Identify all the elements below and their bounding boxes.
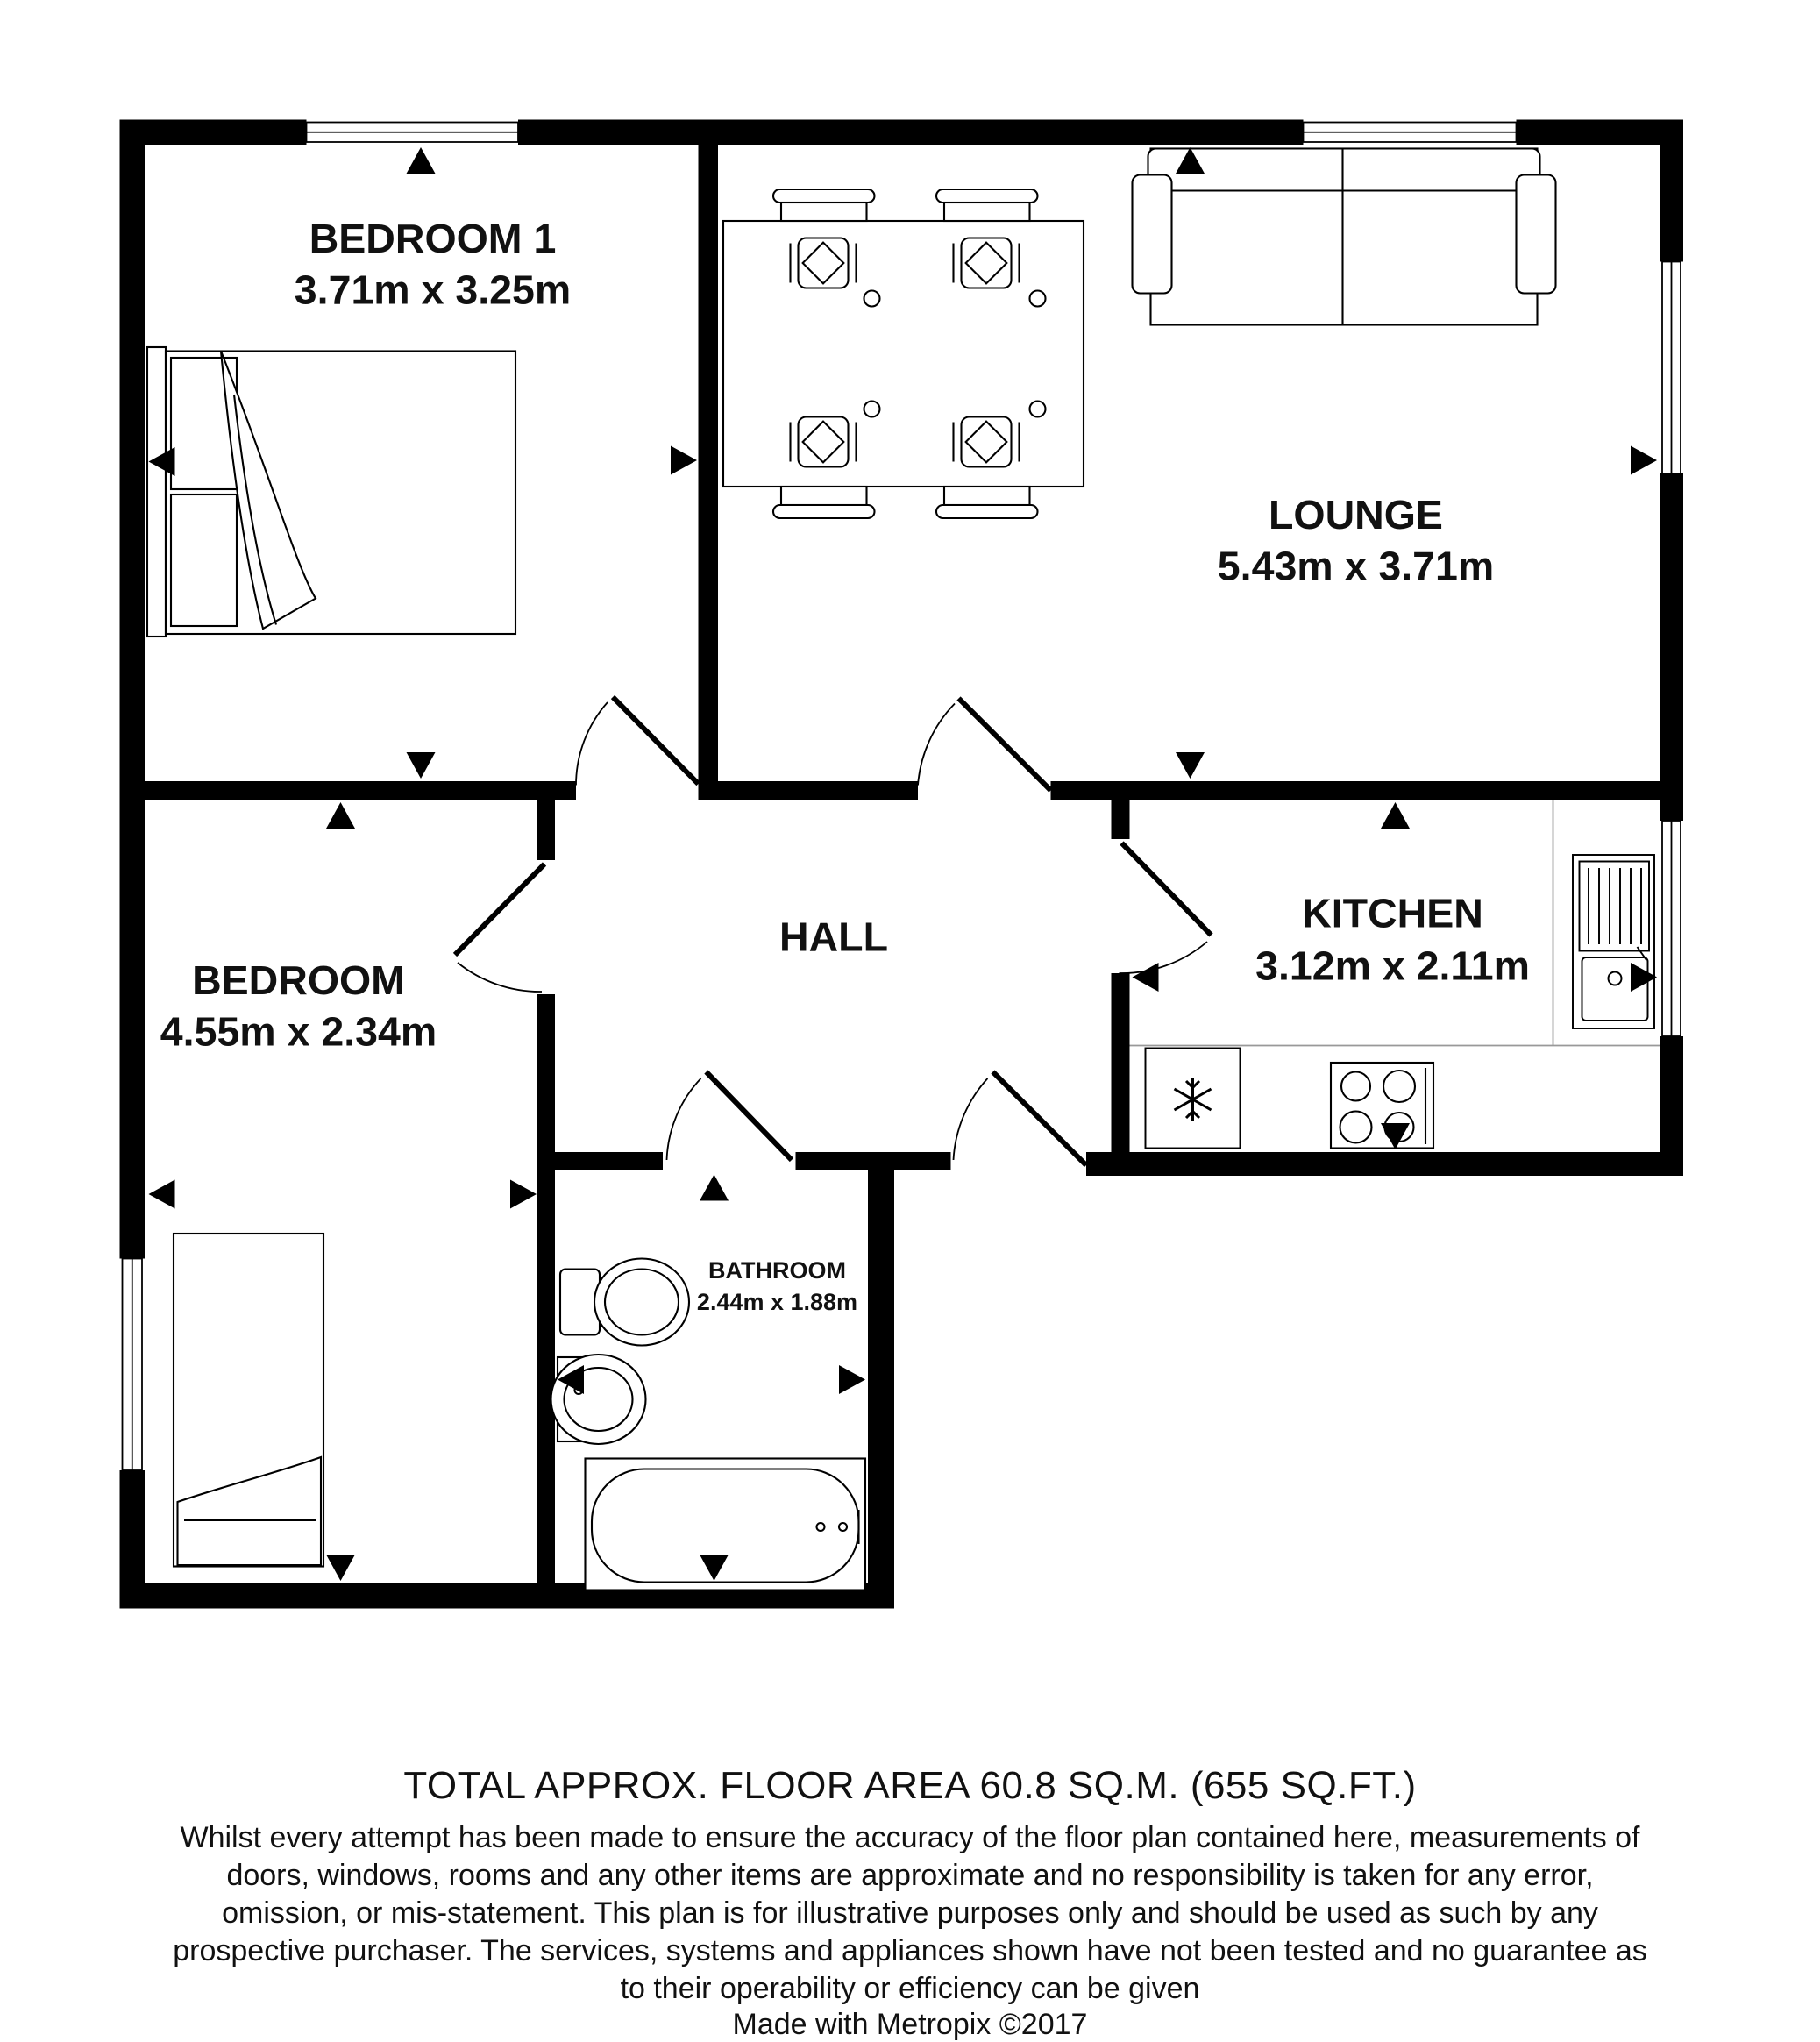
metropix-credit: Made with Metropix ©2017 bbox=[732, 2008, 1088, 2041]
triangle-arrow-icon bbox=[326, 802, 355, 829]
room-name-bedroom2: BEDROOM bbox=[192, 957, 405, 1003]
door-lounge bbox=[918, 699, 1051, 791]
sink-icon bbox=[1573, 855, 1654, 1028]
triangle-arrow-icon bbox=[1631, 446, 1657, 475]
triangle-arrow-icon bbox=[1133, 963, 1159, 992]
triangle-arrow-icon bbox=[700, 1175, 729, 1201]
door-kitchen bbox=[1120, 843, 1212, 974]
room-size-kitchen: 3.12m x 2.11m bbox=[1255, 943, 1530, 989]
triangle-arrow-icon bbox=[1176, 752, 1205, 779]
triangle-arrow-icon bbox=[671, 446, 697, 475]
hob-rings-icon bbox=[1331, 1063, 1433, 1149]
single-bed bbox=[174, 1234, 323, 1567]
room-name-kitchen: KITCHEN bbox=[1302, 890, 1483, 936]
room-size-bedroom1: 3.71m x 3.25m bbox=[294, 267, 572, 313]
room-name-bedroom1: BEDROOM 1 bbox=[309, 216, 557, 261]
door-hall-bottom bbox=[954, 1072, 1087, 1166]
washbasin bbox=[551, 1355, 646, 1444]
door-bathroom bbox=[667, 1072, 793, 1161]
room-name-lounge: LOUNGE bbox=[1269, 492, 1443, 537]
triangle-arrow-icon bbox=[149, 1180, 175, 1209]
room-name-hall: HALL bbox=[779, 914, 888, 960]
disclaimer-text: Whilst every attempt has been made to ensure the accuracy of the floor plan contained here, measurements of doors, windows, rooms and any other items are approximate and no responsibility is taken for any error, omission, or mis-statement. This plan is for illustrative purposes only and should be used as such by any prospective purchaser. The services, systems and appliances shown have not been tested and no guarantee as to their operability or efficiency can be given bbox=[173, 1821, 1647, 2005]
double-bed bbox=[147, 347, 515, 637]
triangle-arrow-icon bbox=[407, 752, 436, 779]
triangle-arrow-icon bbox=[510, 1180, 537, 1209]
triangle-arrow-icon bbox=[1381, 802, 1410, 829]
fridge bbox=[1146, 1049, 1241, 1149]
dining-set bbox=[723, 189, 1084, 518]
room-name-bathroom: BATHROOM bbox=[708, 1257, 846, 1284]
sofa bbox=[1133, 149, 1556, 325]
triangle-arrow-icon bbox=[326, 1555, 355, 1581]
triangle-arrow-icon bbox=[839, 1365, 865, 1394]
room-size-bathroom: 2.44m x 1.88m bbox=[696, 1289, 858, 1315]
bathtub bbox=[586, 1459, 866, 1590]
door-bedroom1 bbox=[576, 697, 699, 786]
room-size-bedroom2: 4.55m x 2.34m bbox=[160, 1008, 437, 1055]
door-bedroom2 bbox=[455, 864, 544, 993]
triangle-arrow-icon bbox=[407, 147, 436, 174]
total-floor-area: TOTAL APPROX. FLOOR AREA 60.8 SQ.M. (655 SQ.FT.) bbox=[403, 1764, 1417, 1807]
toilet bbox=[560, 1259, 689, 1346]
room-size-lounge: 5.43m x 3.71m bbox=[1217, 543, 1495, 589]
